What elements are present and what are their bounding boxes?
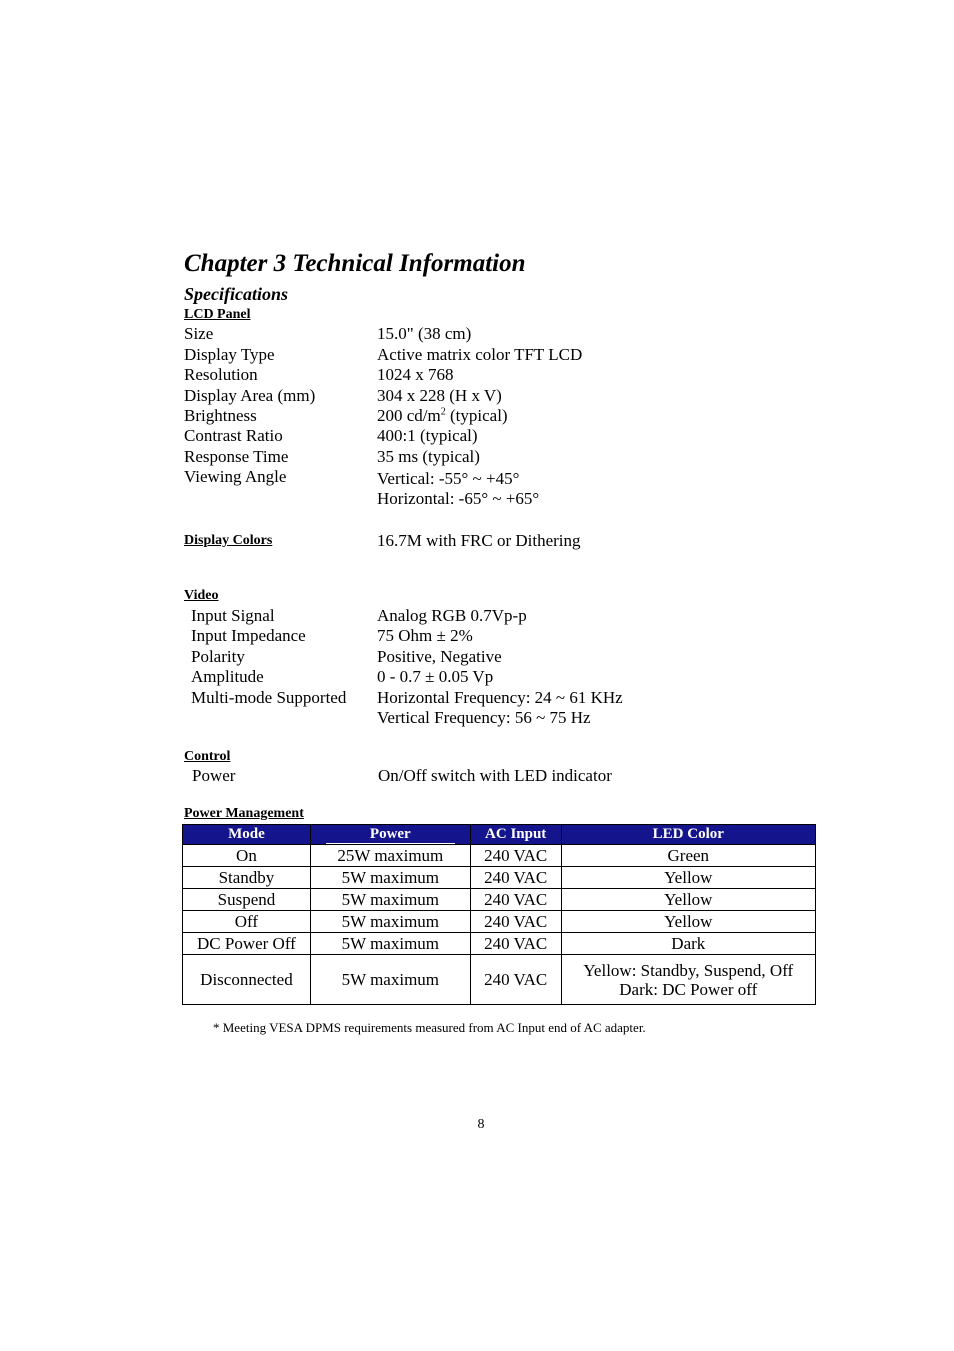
spec-label-resolution: Resolution: [184, 365, 258, 384]
spec-value-display-type: Active matrix color TFT LCD: [377, 345, 583, 364]
spec-value-response-time: 35 ms (typical): [377, 447, 480, 466]
led-color-line-1: Yellow: Standby, Suspend, Off: [583, 960, 794, 980]
cell-power: 25W maximum: [310, 845, 470, 867]
cell-mode: On: [183, 845, 311, 867]
column-header-power-label: Power: [326, 826, 455, 844]
video-value-vertical-frequency: Vertical Frequency: 56 ~ 75 Hz: [377, 708, 591, 727]
spec-value-resolution: 1024 x 768: [377, 365, 454, 384]
cell-power: 5W maximum: [310, 889, 470, 911]
section-title: Specifications: [184, 284, 288, 304]
cell-mode: Disconnected: [183, 955, 311, 1005]
video-label-amplitude: Amplitude: [191, 667, 264, 686]
table-row: [183, 911, 816, 933]
control-label-power: Power: [192, 766, 236, 785]
led-color-line-2: Dark: DC Power off: [619, 979, 758, 999]
cell-led-color: Yellow: [561, 867, 815, 889]
cell-led-color: Green: [561, 845, 815, 867]
table-row: [183, 889, 816, 911]
chapter-title: Chapter 3 Technical Information: [184, 250, 526, 277]
spec-label-contrast-ratio: Contrast Ratio: [184, 426, 283, 445]
cell-power: 5W maximum: [310, 911, 470, 933]
spec-label-brightness: Brightness: [184, 406, 257, 425]
spec-value-contrast-ratio: 400:1 (typical): [377, 426, 478, 445]
spec-label-display-type: Display Type: [184, 345, 275, 364]
video-value-input-signal: Analog RGB 0.7Vp-p: [377, 606, 527, 625]
power-management-heading: Power Management: [184, 806, 304, 821]
column-header-mode: Mode: [183, 825, 311, 845]
column-header-led-color: LED Color: [561, 825, 815, 845]
table-header-row: [183, 825, 816, 845]
video-value-amplitude: 0 - 0.7 ± 0.05 Vp: [377, 667, 494, 686]
spec-value-viewing-angle-horizontal: Horizontal: -65° ~ +65°: [377, 489, 540, 508]
cell-ac-input: 240 VAC: [470, 911, 561, 933]
table-row: [183, 933, 816, 955]
cell-led-color: Yellow: [561, 911, 815, 933]
cell-ac-input: 240 VAC: [470, 889, 561, 911]
cell-ac-input: 240 VAC: [470, 867, 561, 889]
table-row: [183, 955, 816, 1005]
spec-label-display-area: Display Area (mm): [184, 386, 316, 405]
video-label-polarity: Polarity: [191, 647, 245, 666]
brightness-superscript: 2: [440, 406, 446, 418]
video-label-input-signal: Input Signal: [191, 606, 275, 625]
spec-value-size: 15.0" (38 cm): [377, 324, 472, 343]
control-heading: Control: [184, 749, 231, 764]
spec-label-response-time: Response Time: [184, 447, 289, 466]
brightness-value: 200 cd/m: [377, 406, 441, 425]
video-label-multi-mode: Multi-mode Supported: [191, 688, 347, 707]
spec-label-viewing-angle: Viewing Angle: [184, 467, 287, 486]
power-management-table: [182, 824, 816, 1005]
cell-mode: DC Power Off: [183, 933, 311, 955]
spec-value-viewing-angle-vertical: Vertical: -55° ~ +45°: [377, 469, 520, 488]
cell-power: 5W maximum: [310, 955, 470, 1005]
cell-mode: Standby: [183, 867, 311, 889]
cell-ac-input: 240 VAC: [470, 955, 561, 1005]
column-header-power: [310, 825, 470, 845]
video-value-horizontal-frequency: Horizontal Frequency: 24 ~ 61 KHz: [377, 688, 623, 707]
page-number: 8: [477, 1117, 485, 1132]
cell-power: 5W maximum: [310, 867, 470, 889]
cell-led-color: [561, 955, 815, 1005]
video-value-polarity: Positive, Negative: [377, 647, 502, 666]
spec-label-size: Size: [184, 324, 214, 343]
spec-value-brightness: [377, 406, 508, 426]
cell-led-color: Yellow: [561, 889, 815, 911]
control-value-power: On/Off switch with LED indicator: [378, 766, 612, 785]
lcd-panel-heading: LCD Panel: [184, 307, 251, 322]
cell-power: 5W maximum: [310, 933, 470, 955]
table-row: [183, 867, 816, 889]
cell-ac-input: 240 VAC: [470, 933, 561, 955]
brightness-suffix: (typical): [445, 406, 508, 425]
cell-mode: Suspend: [183, 889, 311, 911]
video-value-input-impedance: 75 Ohm ± 2%: [377, 626, 473, 645]
video-heading: Video: [184, 588, 219, 603]
footnote: * Meeting VESA DPMS requirements measured from AC Input end of AC adapter.: [213, 1020, 646, 1035]
cell-led-color: Dark: [561, 933, 815, 955]
cell-mode: Off: [183, 911, 311, 933]
spec-value-display-area: 304 x 228 (H x V): [377, 386, 502, 405]
cell-ac-input: 240 VAC: [470, 845, 561, 867]
column-header-ac-input: AC Input: [470, 825, 561, 845]
table-row: [183, 845, 816, 867]
display-colors-heading: Display Colors: [184, 533, 273, 548]
display-colors-value: 16.7M with FRC or Dithering: [377, 531, 581, 550]
video-label-input-impedance: Input Impedance: [191, 626, 306, 645]
